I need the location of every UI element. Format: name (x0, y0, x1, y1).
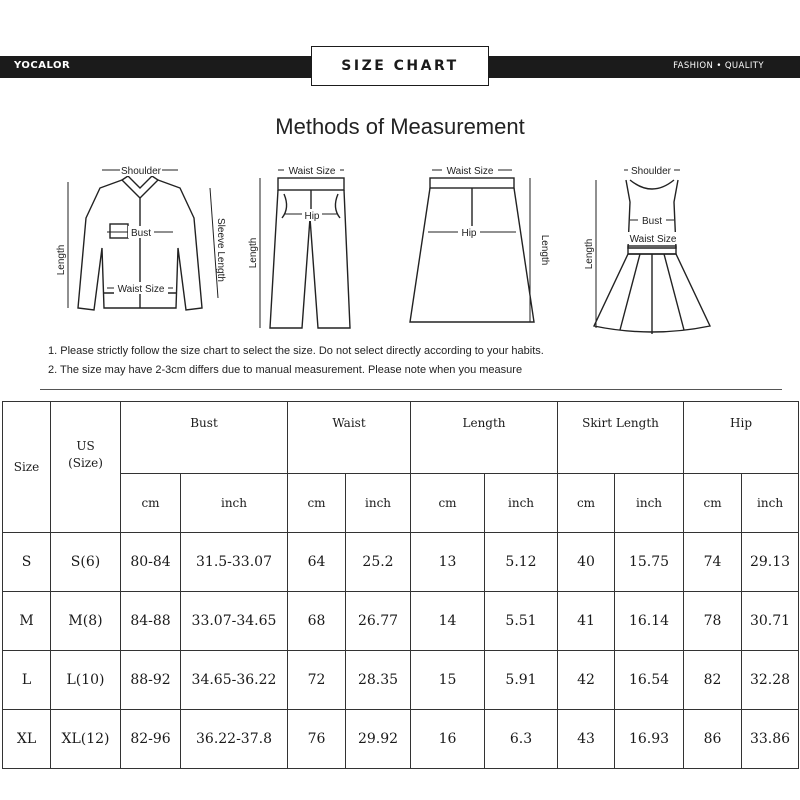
table-cell: 29.13 (742, 533, 799, 592)
pants-illustration (244, 158, 364, 338)
unit-header: inch (346, 474, 411, 533)
us-header-line-2: (Size) (68, 456, 103, 470)
table-cell: 42 (558, 651, 615, 710)
dress-waist-label: Waist Size (629, 234, 677, 245)
unit-header: inch (181, 474, 288, 533)
table-cell: 40 (558, 533, 615, 592)
row-us-size: L(10) (51, 651, 121, 710)
table-cell: 41 (558, 592, 615, 651)
skirt-hip-label: Hip (461, 228, 477, 239)
table-cell: 13 (411, 533, 485, 592)
divider (40, 389, 782, 390)
tagline: FASHION • QUALITY (673, 61, 764, 71)
table-cell: 32.28 (742, 651, 799, 710)
unit-header: cm (411, 474, 485, 533)
skirt-length-group-header: Skirt Length (558, 402, 684, 474)
table-cell: 30.71 (742, 592, 799, 651)
us-header-line-1: US (76, 439, 95, 453)
skirt-illustration (402, 158, 552, 338)
note-1: 1. Please strictly follow the size chart to select the size. Do not select directly according to your habits. (48, 345, 544, 357)
table-cell: 16.14 (615, 592, 684, 651)
table-cell: 28.35 (346, 651, 411, 710)
methods-title: Methods of Measurement (275, 114, 525, 139)
dress-length-label: Length (584, 238, 595, 270)
table-cell: 34.65-36.22 (181, 651, 288, 710)
pants-length-label: Length (248, 237, 259, 269)
size-column-header: Size (3, 402, 51, 533)
unit-header: cm (684, 474, 742, 533)
shirt-length-label: Length (56, 244, 67, 276)
table-cell: 78 (684, 592, 742, 651)
table-cell: 26.77 (346, 592, 411, 651)
title-box (311, 46, 489, 86)
unit-header: inch (615, 474, 684, 533)
table-cell: 43 (558, 710, 615, 769)
table-cell: 5.91 (485, 651, 558, 710)
table-row (3, 533, 799, 592)
table-cell: 5.12 (485, 533, 558, 592)
table-cell: 31.5-33.07 (181, 533, 288, 592)
table-cell: 16.93 (615, 710, 684, 769)
unit-header: inch (742, 474, 799, 533)
shirt-bust-label: Bust (130, 228, 152, 239)
table-cell: 84-88 (121, 592, 181, 651)
table-cell: 15 (411, 651, 485, 710)
length-group-header: Length (411, 402, 558, 474)
notes (48, 342, 544, 380)
table-cell: 15.75 (615, 533, 684, 592)
table-cell: 86 (684, 710, 742, 769)
table-cell: 68 (288, 592, 346, 651)
table-cell: 33.86 (742, 710, 799, 769)
table-cell: 72 (288, 651, 346, 710)
row-us-size: M(8) (51, 592, 121, 651)
table-cell: 16 (411, 710, 485, 769)
table-cell: 36.22-37.8 (181, 710, 288, 769)
table-cell: 14 (411, 592, 485, 651)
row-us-size: XL(12) (51, 710, 121, 769)
unit-header: cm (288, 474, 346, 533)
skirt-waist-label: Waist Size (446, 166, 494, 177)
shirt-sleeve-label: Sleeve Length (215, 218, 226, 282)
hip-group-header: Hip (684, 402, 799, 474)
table-row (3, 651, 799, 710)
table-row (3, 592, 799, 651)
size-table (2, 401, 799, 769)
table-cell: 16.54 (615, 651, 684, 710)
waist-group-header: Waist (288, 402, 411, 474)
unit-header: cm (121, 474, 181, 533)
table-cell: 80-84 (121, 533, 181, 592)
table-cell: 82-96 (121, 710, 181, 769)
brand-name: YOCALOR (14, 60, 71, 71)
shirt-waist-label: Waist Size (117, 284, 165, 295)
table-cell: 64 (288, 533, 346, 592)
table-cell: 88-92 (121, 651, 181, 710)
table-cell: 33.07-34.65 (181, 592, 288, 651)
table-row (3, 710, 799, 769)
dress-bust-label: Bust (641, 216, 663, 227)
page-title: SIZE CHART (341, 58, 459, 74)
table-cell: 29.92 (346, 710, 411, 769)
table-cell: 76 (288, 710, 346, 769)
unit-header: inch (485, 474, 558, 533)
table-cell: 25.2 (346, 533, 411, 592)
table-cell: 74 (684, 533, 742, 592)
dress-shoulder-label: Shoulder (630, 166, 672, 177)
row-size: L (3, 651, 51, 710)
shirt-illustration (52, 158, 230, 338)
dress-illustration (580, 158, 720, 338)
pants-hip-label: Hip (304, 211, 320, 222)
row-us-size: S(6) (51, 533, 121, 592)
bust-group-header: Bust (121, 402, 288, 474)
table-cell: 6.3 (485, 710, 558, 769)
skirt-length-label: Length (539, 234, 550, 266)
pants-waist-label: Waist Size (288, 166, 336, 177)
shirt-shoulder-label: Shoulder (120, 166, 162, 177)
table-cell: 5.51 (485, 592, 558, 651)
row-size: M (3, 592, 51, 651)
us-size-column-header (51, 402, 121, 533)
table-cell: 82 (684, 651, 742, 710)
unit-header: cm (558, 474, 615, 533)
note-2: 2. The size may have 2-3cm differs due to manual measurement. Please note when you measure (48, 364, 523, 376)
row-size: S (3, 533, 51, 592)
row-size: XL (3, 710, 51, 769)
